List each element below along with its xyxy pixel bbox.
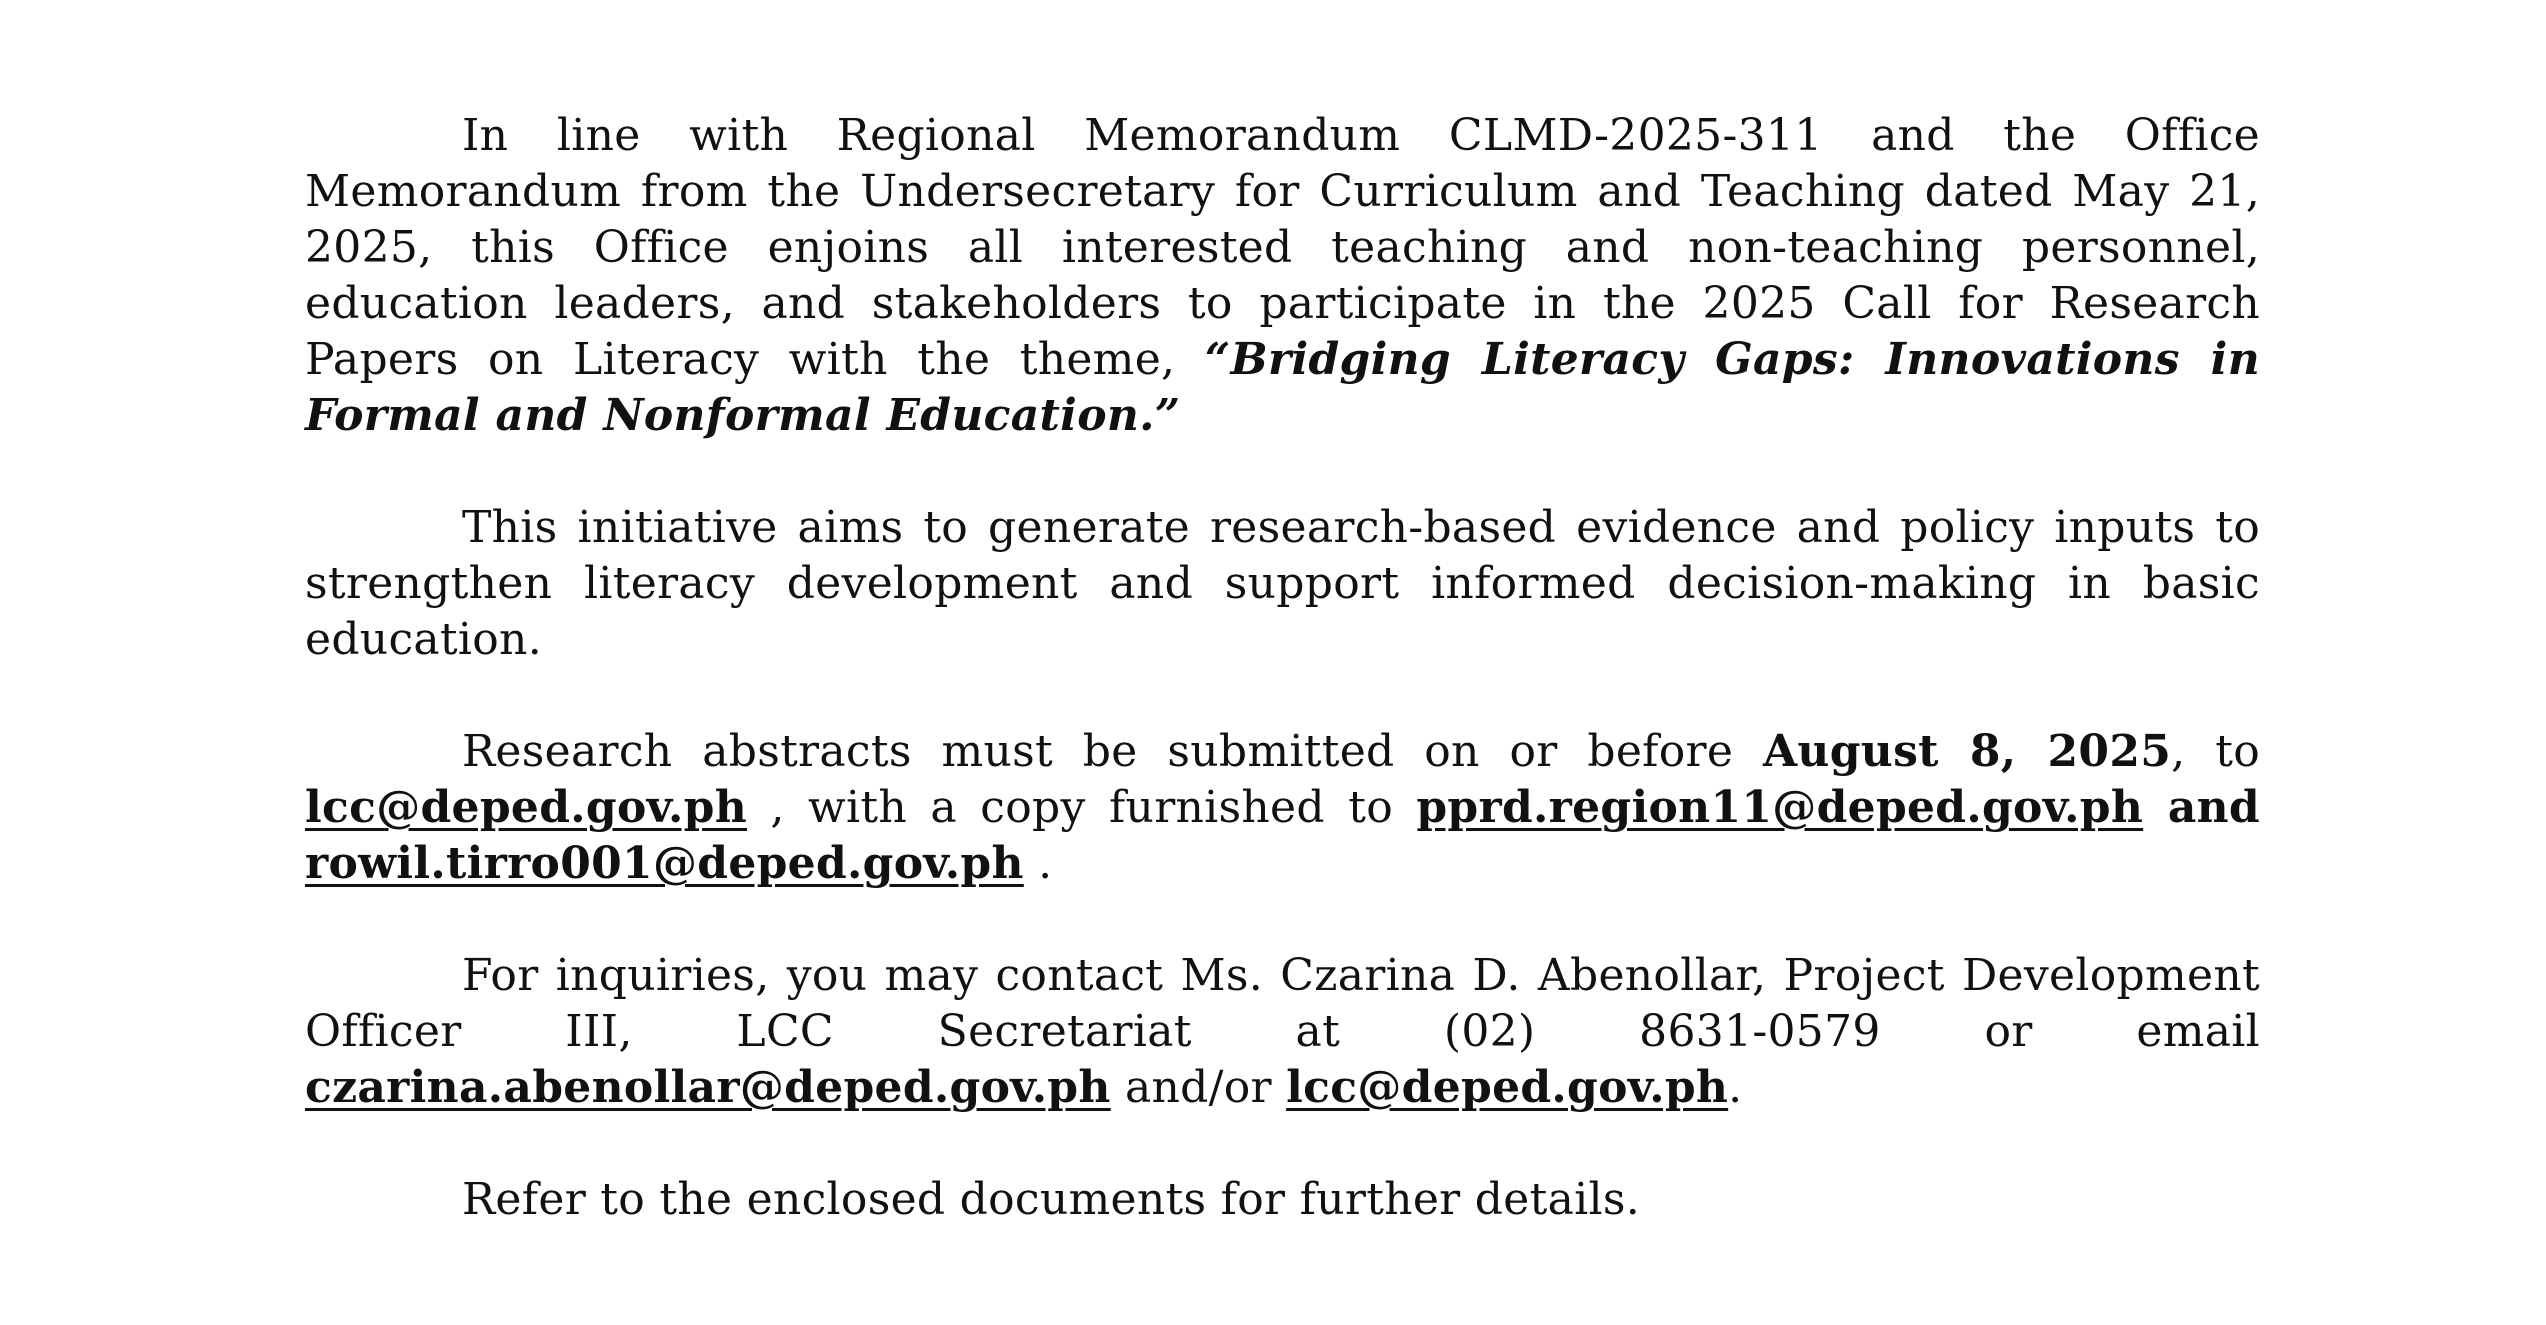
submission-text-copy: , with a copy furnished to <box>747 782 1417 833</box>
inquiries-text-end: . <box>1728 1062 1743 1113</box>
paragraph-1-text: In line with Regional Memorandum CLMD-2025-311 and the Office Memorandum from the Undersecretary for Curriculum and Teaching dated May 21, 2025, this Office enjoins all interested teaching and non-teaching personnel, education leaders, and stakeholders to participate in the 2025 Call for Research Papers on Literacy with the theme, <box>305 110 2260 385</box>
paragraph-closing <box>305 1172 2260 1228</box>
memo-body <box>305 108 2260 1228</box>
email-link-czarina[interactable]: czarina.abenollar@deped.gov.ph <box>305 1062 1111 1113</box>
submission-text-end: . <box>1023 838 1053 889</box>
email-link-lcc[interactable]: lcc@deped.gov.ph <box>305 782 748 833</box>
submission-deadline: August 8, 2025 <box>1762 726 2172 777</box>
email-link-pprd[interactable]: pprd.region11@deped.gov.ph <box>1416 782 2144 833</box>
submission-text: Research abstracts must be submitted on or before <box>462 726 1763 777</box>
paragraph-submission <box>305 724 2260 892</box>
email-link-rowil[interactable]: rowil.tirro001@deped.gov.ph <box>305 838 1024 889</box>
inquiries-text: For inquiries, you may contact Ms. Czarina D. Abenollar, Project Development Officer III, LCC Secretariat at (02) 8631-0579 or email <box>305 950 2260 1057</box>
closing-text: Refer to the enclosed documents for further details. <box>462 1174 1641 1225</box>
paragraph-inquiries <box>305 948 2260 1116</box>
paragraph-initiative-aim <box>305 500 2260 668</box>
paragraph-call-for-papers <box>305 108 2260 444</box>
email-link-lcc-inquiries[interactable]: lcc@deped.gov.ph <box>1286 1062 1729 1113</box>
submission-text-to: , to <box>2171 726 2260 777</box>
submission-text-and: and <box>2143 782 2260 833</box>
paragraph-2-text: This initiative aims to generate research-based evidence and policy inputs to strengthen literacy development and support informed decision-making in basic education. <box>305 502 2260 665</box>
inquiries-text-andor: and/or <box>1110 1062 1287 1113</box>
theme-title: “Bridging Literacy Gaps: Innovations in Formal and Nonformal Education.” <box>305 334 2260 441</box>
